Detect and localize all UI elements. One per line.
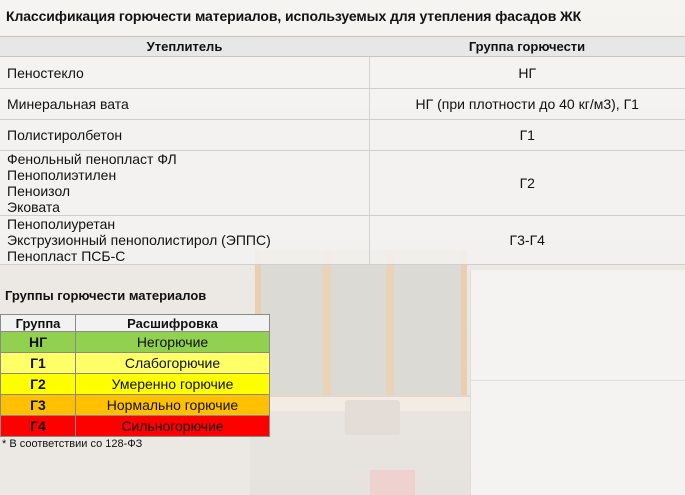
group-row xyxy=(1,332,270,353)
group-meaning: Слабогорючие xyxy=(76,353,270,374)
material-cell xyxy=(0,57,369,89)
material-cell xyxy=(0,120,369,151)
group-cell: Г1 xyxy=(369,120,685,151)
table-row xyxy=(0,89,685,120)
footnote: * В соответствии со 128-ФЗ xyxy=(2,438,143,450)
groups-section-title: Группы горючести материалов xyxy=(5,288,207,303)
group-meaning: Нормально горючие xyxy=(76,395,270,416)
material-name: Пенополиуретан xyxy=(7,216,116,232)
groups-header-row xyxy=(1,315,270,332)
material-name: Пенополиэтилен xyxy=(7,167,117,183)
insulation-table xyxy=(0,36,685,265)
material-cell xyxy=(0,89,369,120)
group-row xyxy=(1,374,270,395)
flammability-groups-table xyxy=(0,314,270,437)
column-header-code: Группа xyxy=(1,315,76,332)
group-code: Г2 xyxy=(1,374,76,395)
table-row xyxy=(0,216,685,265)
group-meaning: Сильногорючие xyxy=(76,416,270,437)
material-name: Минеральная вата xyxy=(7,96,129,112)
material-name: Пенопласт ПСБ-С xyxy=(7,248,126,264)
group-cell: Г2 xyxy=(369,151,685,216)
group-row xyxy=(1,416,270,437)
material-name: Экструзионный пенополистирол (ЭППС) xyxy=(7,232,271,248)
material-cell xyxy=(0,151,369,216)
material-name: Эковата xyxy=(7,199,60,215)
column-header-group: Группа горючести xyxy=(369,37,685,57)
group-code: Г3 xyxy=(1,395,76,416)
group-cell: Г3-Г4 xyxy=(369,216,685,265)
table-row xyxy=(0,57,685,89)
group-code: Г4 xyxy=(1,416,76,437)
group-cell: НГ (при плотности до 40 кг/м3), Г1 xyxy=(369,89,685,120)
material-name: Фенольный пенопласт ФЛ xyxy=(7,151,177,167)
material-name: Пеностекло xyxy=(7,64,84,81)
table-row xyxy=(0,151,685,216)
group-meaning: Умеренно горючие xyxy=(76,374,270,395)
group-code: Г1 xyxy=(1,353,76,374)
group-meaning: Негорючие xyxy=(76,332,270,353)
material-cell xyxy=(0,216,369,265)
column-header-meaning: Расшифровка xyxy=(76,315,270,332)
group-cell: НГ xyxy=(369,57,685,89)
group-row xyxy=(1,395,270,416)
material-name: Пеноизол xyxy=(7,183,71,199)
group-code: НГ xyxy=(1,332,76,353)
material-name: Полистиролбетон xyxy=(7,127,123,143)
table-header-row xyxy=(0,37,685,57)
column-header-insulation: Утеплитель xyxy=(0,37,369,57)
table-row xyxy=(0,120,685,151)
group-row xyxy=(1,353,270,374)
page-title: Классификация горючести материалов, используемых для утепления фасадов ЖК xyxy=(6,8,582,24)
